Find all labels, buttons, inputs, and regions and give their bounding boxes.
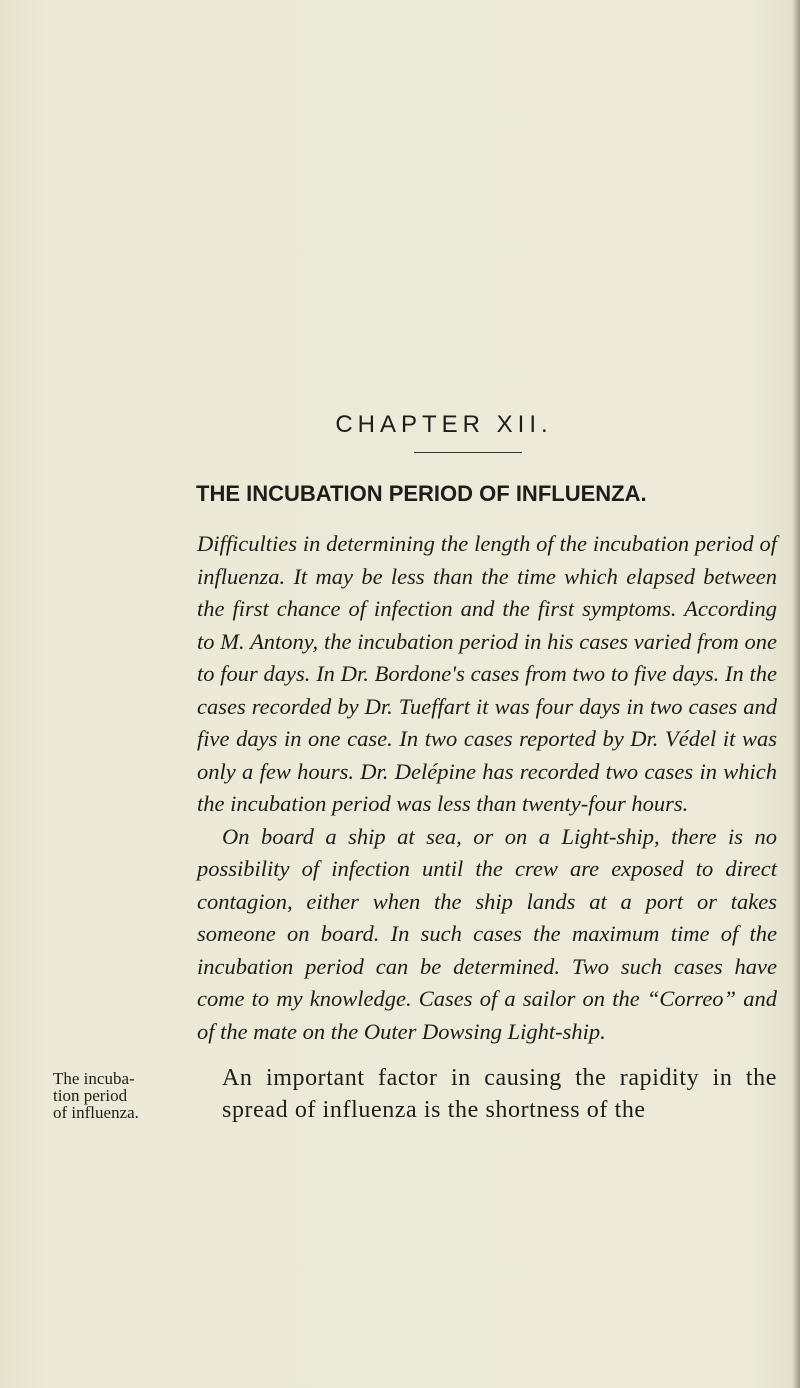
chapter-abstract bbox=[197, 528, 777, 1048]
abstract-paragraph: Difficulties in determining the length of the incubation period of influenza. It may be less than the time which elapsed between the first chance of infection and the first symptoms. According to M. Antony, the incubation period in his cases varied from one to four days. In Dr. Bordone's cases from two to five days. In the cases recorded by Dr. Tueffart it was four days in two cases and five days in one case. In two cases reported by Dr. Védel it was only a few hours. Dr. Delépine has recorded two cases in which the incubation period was less than twenty-four hours. bbox=[197, 531, 777, 816]
chapter-heading: CHAPTER XII. bbox=[335, 411, 553, 438]
margin-note-line: of influenza. bbox=[53, 1103, 139, 1122]
margin-note-line: The incuba- bbox=[53, 1069, 135, 1088]
section-title: THE INCUBATION PERIOD OF INFLUENZA. bbox=[196, 481, 647, 506]
body-text bbox=[222, 1062, 777, 1126]
abstract-paragraph: On board a ship at sea, or on a Light-ship, there is no possibility of infection until the crew are exposed to direct contagion, either when the ship lands at a port or takes someone on board. In such cases the maximum time of the incubation period can be determined. Two such cases have come to my knowledge. Cases of a sailor on the “Correo” and of the mate on the Outer Dowsing Light-ship. bbox=[197, 823, 777, 1044]
heading-divider bbox=[414, 452, 522, 453]
margin-note-line: tion period bbox=[53, 1086, 128, 1105]
margin-note bbox=[53, 1070, 203, 1121]
body-paragraph: An important factor in causing the rapidity in the spread of influenza is the shortness of the bbox=[222, 1065, 777, 1123]
